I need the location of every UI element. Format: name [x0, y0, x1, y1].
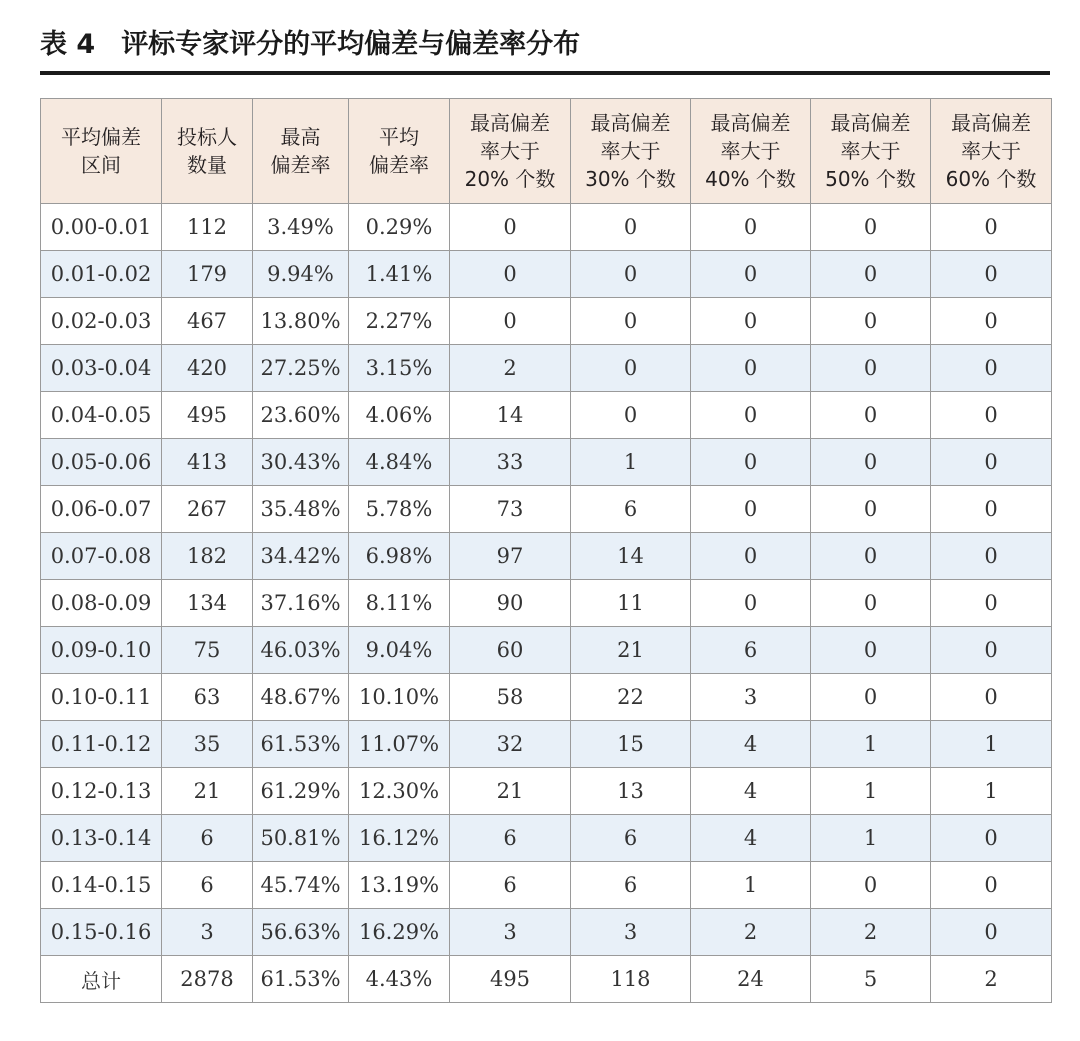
table-cell: 1: [571, 439, 691, 486]
table-cell: 0: [931, 204, 1052, 251]
total-cell: 2: [931, 956, 1052, 1003]
table-cell: 0: [811, 298, 931, 345]
table-cell: 45.74%: [253, 862, 349, 909]
table-cell: 1: [811, 815, 931, 862]
table-row: [41, 533, 1052, 580]
table-header: [41, 99, 1052, 204]
table-cell: 1: [931, 721, 1052, 768]
table-cell: 3.15%: [349, 345, 450, 392]
column-header-line: 率大于: [600, 139, 661, 163]
table-cell: 6: [691, 627, 811, 674]
table-cell: 0: [691, 345, 811, 392]
table-cell: 2.27%: [349, 298, 450, 345]
interval-cell: 0.11-0.12: [41, 721, 162, 768]
total-label: 总计: [41, 956, 162, 1003]
interval-cell: 0.09-0.10: [41, 627, 162, 674]
table-cell: 0: [931, 298, 1052, 345]
table-row: [41, 627, 1052, 674]
table-cell: 16.29%: [349, 909, 450, 956]
total-cell: 4.43%: [349, 956, 450, 1003]
table-cell: 0: [811, 345, 931, 392]
table-cell: 467: [162, 298, 253, 345]
column-header-line: 30% 个数: [585, 167, 676, 191]
table-cell: 23.60%: [253, 392, 349, 439]
title-divider: [40, 71, 1050, 75]
table-cell: 4.84%: [349, 439, 450, 486]
table-cell: 14: [571, 533, 691, 580]
table-cell: 0: [811, 486, 931, 533]
table-cell: 63: [162, 674, 253, 721]
bias-distribution-table: [40, 98, 1052, 1003]
table-cell: 267: [162, 486, 253, 533]
table-row: [41, 815, 1052, 862]
table-cell: 60: [450, 627, 571, 674]
table-row: [41, 580, 1052, 627]
table-cell: 12.30%: [349, 768, 450, 815]
table-body: [41, 204, 1052, 1003]
table-cell: 0: [450, 251, 571, 298]
header-row: [41, 99, 1052, 204]
table-cell: 0: [571, 392, 691, 439]
column-header-line: 偏差率: [270, 153, 331, 177]
table-caption: [40, 28, 580, 62]
table-cell: 21: [162, 768, 253, 815]
table-cell: 2: [691, 909, 811, 956]
interval-cell: 0.08-0.09: [41, 580, 162, 627]
column-header-line: 60% 个数: [945, 167, 1037, 191]
table-cell: 0.29%: [349, 204, 450, 251]
table-cell: 0: [931, 909, 1052, 956]
column-header-line: 50% 个数: [825, 167, 916, 191]
table-cell: 3.49%: [253, 204, 349, 251]
table-cell: 8.11%: [349, 580, 450, 627]
table-cell: 0: [811, 204, 931, 251]
table-cell: 0: [931, 815, 1052, 862]
column-header-line: 率大于: [720, 139, 781, 163]
column-header-line: 最高: [280, 125, 321, 149]
interval-cell: 0.06-0.07: [41, 486, 162, 533]
table-cell: 73: [450, 486, 571, 533]
table-cell: 58: [450, 674, 571, 721]
table-cell: 6: [450, 862, 571, 909]
table-cell: 4: [691, 768, 811, 815]
table-cell: 6: [162, 815, 253, 862]
table-cell: 0: [811, 580, 931, 627]
table-cell: 3: [450, 909, 571, 956]
table-cell: 35.48%: [253, 486, 349, 533]
table-cell: 0: [691, 251, 811, 298]
interval-cell: 0.14-0.15: [41, 862, 162, 909]
interval-cell: 0.05-0.06: [41, 439, 162, 486]
table-cell: 413: [162, 439, 253, 486]
interval-cell: 0.12-0.13: [41, 768, 162, 815]
column-header-line: 率大于: [840, 139, 901, 163]
total-cell: 5: [811, 956, 931, 1003]
table-cell: 0: [931, 862, 1052, 909]
column-header-line: 偏差率: [369, 153, 429, 177]
table-cell: 0: [931, 345, 1052, 392]
column-header: [931, 99, 1052, 204]
table-cell: 97: [450, 533, 571, 580]
table-cell: 11.07%: [349, 721, 450, 768]
column-header-line: 最高偏差: [951, 111, 1031, 135]
column-header-line: 最高偏差: [590, 111, 671, 135]
column-header-line: 最高偏差: [830, 111, 911, 135]
table-cell: 179: [162, 251, 253, 298]
table-cell: 0: [691, 392, 811, 439]
table-row: [41, 909, 1052, 956]
table-cell: 13: [571, 768, 691, 815]
table-cell: 50.81%: [253, 815, 349, 862]
total-cell: 24: [691, 956, 811, 1003]
table-number: 表 4: [40, 29, 96, 60]
table-cell: 0: [811, 439, 931, 486]
table-cell: 3: [162, 909, 253, 956]
table-row: [41, 768, 1052, 815]
column-header: [571, 99, 691, 204]
total-row: [41, 956, 1052, 1003]
table-cell: 0: [811, 392, 931, 439]
column-header: [691, 99, 811, 204]
table-cell: 6: [450, 815, 571, 862]
table-cell: 0: [571, 251, 691, 298]
table-cell: 16.12%: [349, 815, 450, 862]
interval-cell: 0.02-0.03: [41, 298, 162, 345]
total-cell: 61.53%: [253, 956, 349, 1003]
table-cell: 4.06%: [349, 392, 450, 439]
table-cell: 15: [571, 721, 691, 768]
table-cell: 0: [811, 533, 931, 580]
table-row: [41, 486, 1052, 533]
total-cell: 118: [571, 956, 691, 1003]
table-cell: 0: [931, 251, 1052, 298]
table-cell: 0: [571, 298, 691, 345]
table-cell: 0: [931, 439, 1052, 486]
table-cell: 0: [811, 251, 931, 298]
table-cell: 0: [691, 439, 811, 486]
table-cell: 46.03%: [253, 627, 349, 674]
column-header-line: 投标人: [177, 125, 237, 149]
table-cell: 2: [811, 909, 931, 956]
table-cell: 0: [691, 486, 811, 533]
table-cell: 0: [931, 486, 1052, 533]
table-row: [41, 298, 1052, 345]
table-cell: 0: [931, 533, 1052, 580]
table-cell: 1: [691, 862, 811, 909]
table-row: [41, 674, 1052, 721]
table-cell: 0: [931, 392, 1052, 439]
table-cell: 4: [691, 721, 811, 768]
table-cell: 0: [931, 627, 1052, 674]
table-cell: 9.94%: [253, 251, 349, 298]
table-cell: 21: [450, 768, 571, 815]
table-cell: 61.29%: [253, 768, 349, 815]
column-header-line: 数量: [187, 153, 227, 177]
table-cell: 0: [691, 580, 811, 627]
table-cell: 75: [162, 627, 253, 674]
table-cell: 14: [450, 392, 571, 439]
table-cell: 1: [931, 768, 1052, 815]
table-cell: 27.25%: [253, 345, 349, 392]
table-row: [41, 392, 1052, 439]
table-cell: 1: [811, 721, 931, 768]
table-cell: 56.63%: [253, 909, 349, 956]
table-cell: 0: [931, 674, 1052, 721]
table-cell: 90: [450, 580, 571, 627]
column-header: [41, 99, 162, 204]
table-cell: 0: [691, 533, 811, 580]
column-header-line: 率大于: [480, 139, 540, 163]
table-cell: 3: [571, 909, 691, 956]
column-header-line: 平均偏差: [61, 125, 141, 149]
column-header: [162, 99, 253, 204]
column-header-line: 平均: [379, 125, 419, 149]
interval-cell: 0.13-0.14: [41, 815, 162, 862]
column-header-line: 40% 个数: [705, 167, 796, 191]
table-cell: 0: [450, 204, 571, 251]
table-cell: 1: [811, 768, 931, 815]
table-cell: 6: [571, 815, 691, 862]
table-cell: 9.04%: [349, 627, 450, 674]
table-cell: 61.53%: [253, 721, 349, 768]
table-cell: 33: [450, 439, 571, 486]
table-cell: 34.42%: [253, 533, 349, 580]
interval-cell: 0.07-0.08: [41, 533, 162, 580]
total-cell: 2878: [162, 956, 253, 1003]
table-cell: 21: [571, 627, 691, 674]
table-cell: 2: [450, 345, 571, 392]
table-cell: 0: [691, 298, 811, 345]
interval-cell: 0.01-0.02: [41, 251, 162, 298]
column-header: [349, 99, 450, 204]
column-header: [253, 99, 349, 204]
table-row: [41, 204, 1052, 251]
table-cell: 30.43%: [253, 439, 349, 486]
interval-cell: 0.10-0.11: [41, 674, 162, 721]
table-cell: 6.98%: [349, 533, 450, 580]
table-cell: 0: [811, 674, 931, 721]
column-header: [811, 99, 931, 204]
table-cell: 0: [571, 345, 691, 392]
total-cell: 495: [450, 956, 571, 1003]
table-cell: 6: [571, 862, 691, 909]
table-cell: 13.80%: [253, 298, 349, 345]
table-cell: 3: [691, 674, 811, 721]
table-cell: 134: [162, 580, 253, 627]
interval-cell: 0.03-0.04: [41, 345, 162, 392]
column-header: [450, 99, 571, 204]
column-header-line: 区间: [81, 153, 121, 177]
table-cell: 6: [571, 486, 691, 533]
interval-cell: 0.00-0.01: [41, 204, 162, 251]
table-cell: 0: [931, 580, 1052, 627]
table-cell: 5.78%: [349, 486, 450, 533]
table-cell: 10.10%: [349, 674, 450, 721]
table-cell: 0: [571, 204, 691, 251]
table-cell: 182: [162, 533, 253, 580]
table-cell: 420: [162, 345, 253, 392]
table-cell: 0: [811, 862, 931, 909]
column-header-line: 最高偏差: [710, 111, 791, 135]
table-cell: 112: [162, 204, 253, 251]
table-cell: 13.19%: [349, 862, 450, 909]
table-title: 评标专家评分的平均偏差与偏差率分布: [121, 29, 581, 60]
column-header-line: 20% 个数: [464, 167, 556, 191]
table-cell: 0: [811, 627, 931, 674]
table-cell: 35: [162, 721, 253, 768]
column-header-line: 率大于: [961, 139, 1021, 163]
table-cell: 1.41%: [349, 251, 450, 298]
table-row: [41, 862, 1052, 909]
table-cell: 0: [691, 204, 811, 251]
table-cell: 0: [450, 298, 571, 345]
table-cell: 11: [571, 580, 691, 627]
interval-cell: 0.04-0.05: [41, 392, 162, 439]
table-cell: 37.16%: [253, 580, 349, 627]
table-row: [41, 345, 1052, 392]
table-cell: 4: [691, 815, 811, 862]
column-header-line: 最高偏差: [470, 111, 550, 135]
table-cell: 32: [450, 721, 571, 768]
table-cell: 48.67%: [253, 674, 349, 721]
table-row: [41, 439, 1052, 486]
table-row: [41, 721, 1052, 768]
table-cell: 6: [162, 862, 253, 909]
table-cell: 22: [571, 674, 691, 721]
table-row: [41, 251, 1052, 298]
interval-cell: 0.15-0.16: [41, 909, 162, 956]
table-cell: 495: [162, 392, 253, 439]
